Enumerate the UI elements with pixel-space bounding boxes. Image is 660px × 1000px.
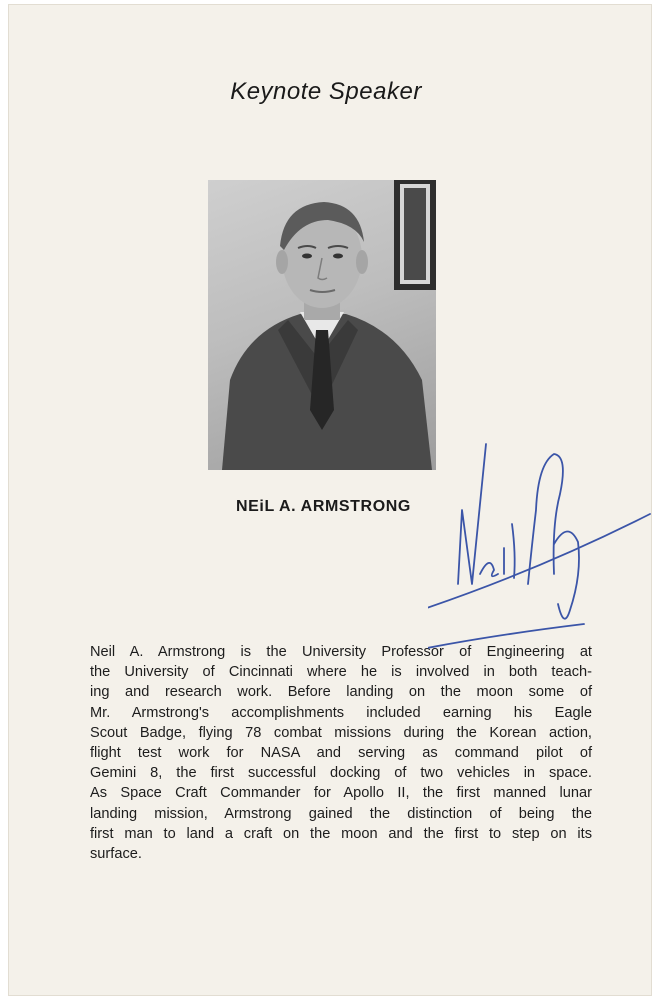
page-title: Keynote Speaker: [230, 78, 422, 105]
speaker-biography: [90, 642, 592, 864]
bio-line: Scout Badge, flying 78 combat missions during the Korean action,: [90, 724, 592, 741]
bio-line: ing and research work. Before landing on the moon some of: [90, 684, 592, 701]
bio-line: Neil A. Armstrong is the University Professor of Engineering at: [90, 644, 592, 660]
bio-line: landing mission, Armstrong gained the distinction of being the: [90, 805, 592, 822]
bio-line: Mr. Armstrong's accomplishments included earning his Eagle: [90, 704, 592, 721]
bio-line: surface.: [90, 846, 142, 863]
speaker-portrait: [208, 180, 436, 470]
program-page: [8, 4, 652, 996]
bio-line: flight test work for NASA and serving as command pilot of: [90, 745, 592, 762]
bio-line: As Space Craft Commander for Apollo II, the first manned lunar: [90, 785, 592, 802]
bio-line: Gemini 8, the first successful docking of two vehicles in space.: [90, 765, 592, 782]
bio-line: the University of Cincinnati where he is involved in both teach-: [90, 664, 592, 681]
speaker-name: NEiL A. ARMSTRONG: [236, 498, 411, 515]
bio-line: first man to land a craft on the moon and the first to step on its: [90, 825, 592, 842]
